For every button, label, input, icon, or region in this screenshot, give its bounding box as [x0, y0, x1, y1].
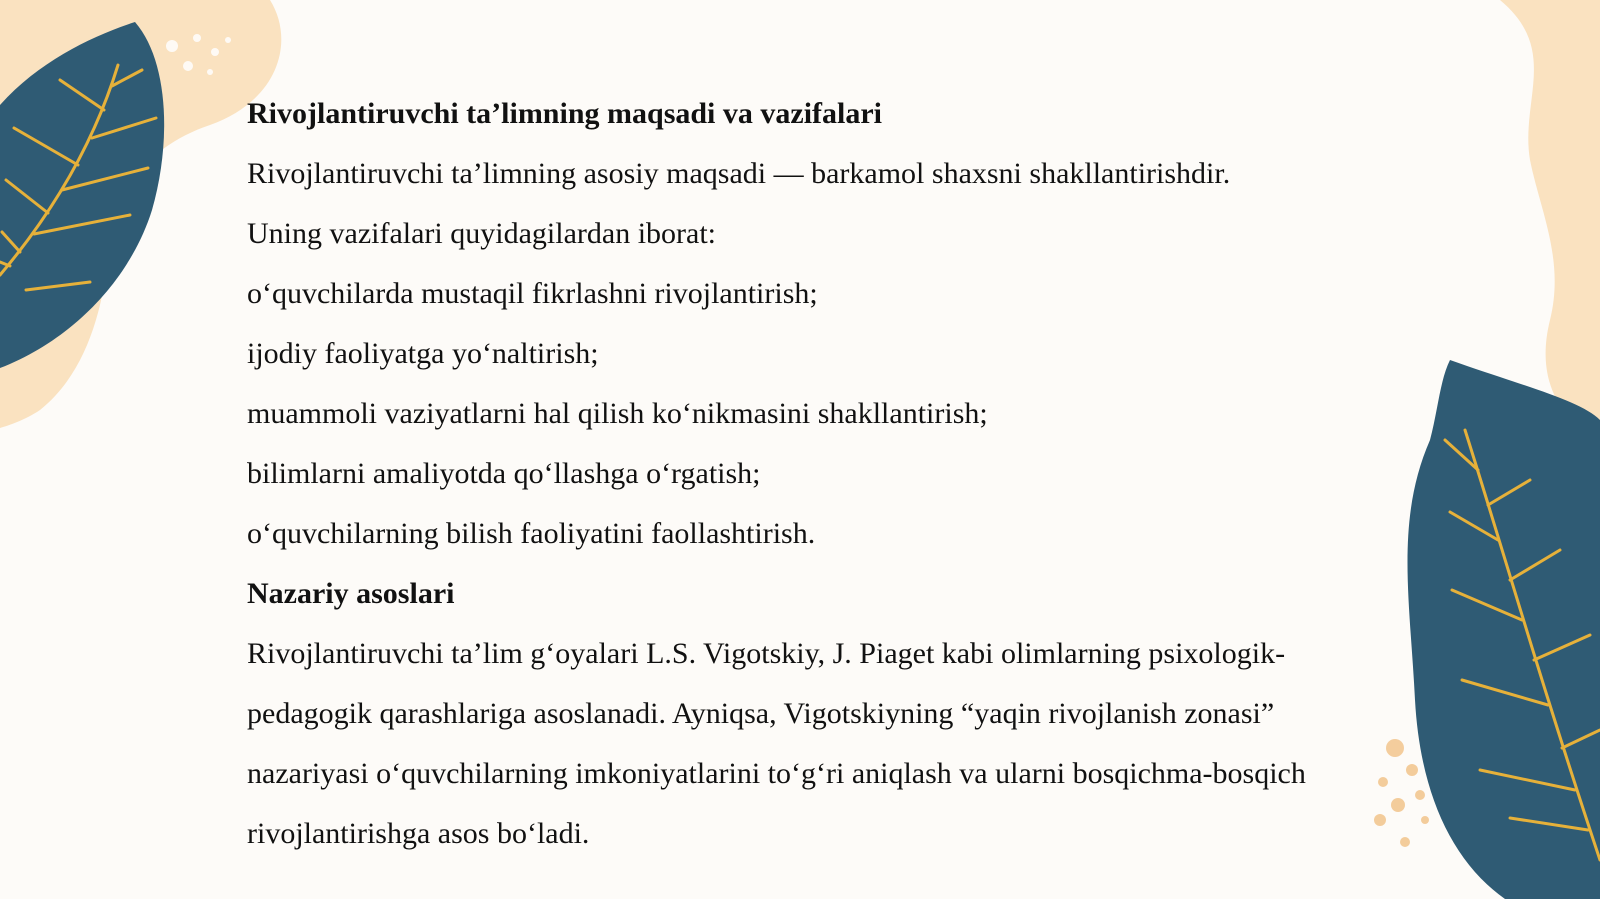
heading-theoretical-basis: Nazariy asoslari	[247, 577, 455, 610]
task-item: muammoli vaziyatlarni hal qilish ko‘nikmasini shakllantirish;	[247, 397, 988, 430]
slide-content	[247, 84, 1447, 864]
paragraph-line: pedagogik qarashlariga asoslanadi. Ayniqsa, Vigotskiyning “yaqin rivojlanish zonasi”	[247, 697, 1275, 730]
paragraph-line: Rivojlantiruvchi ta’lim g‘oyalari L.S. Vigotskiy, J. Piaget kabi olimlarning psixologik-	[247, 637, 1286, 670]
main-goal-text: Rivojlantiruvchi ta’limning asosiy maqsadi — barkamol shaxsni shakllantirishdir.	[247, 157, 1231, 190]
heading-goals-tasks: Rivojlantiruvchi ta’limning maqsadi va vazifalari	[247, 97, 883, 130]
tasks-intro-text: Uning vazifalari quyidagilardan iborat:	[247, 217, 716, 250]
paragraph-line: rivojlantirishga asos bo‘ladi.	[247, 817, 590, 850]
task-item: bilimlarni amaliyotda qo‘llashga o‘rgatish;	[247, 457, 761, 490]
task-item: o‘quvchilarning bilish faoliyatini faollashtirish.	[247, 517, 816, 550]
peach-blob-right	[1500, 0, 1600, 440]
task-item: ijodiy faoliyatga yo‘naltirish;	[247, 337, 599, 370]
task-item: o‘quvchilarda mustaqil fikrlashni rivojlantirish;	[247, 277, 818, 310]
paragraph-line: nazariyasi o‘quvchilarning imkoniyatlarini to‘g‘ri aniqlash va ularni bosqichma-bosqich	[247, 757, 1306, 790]
